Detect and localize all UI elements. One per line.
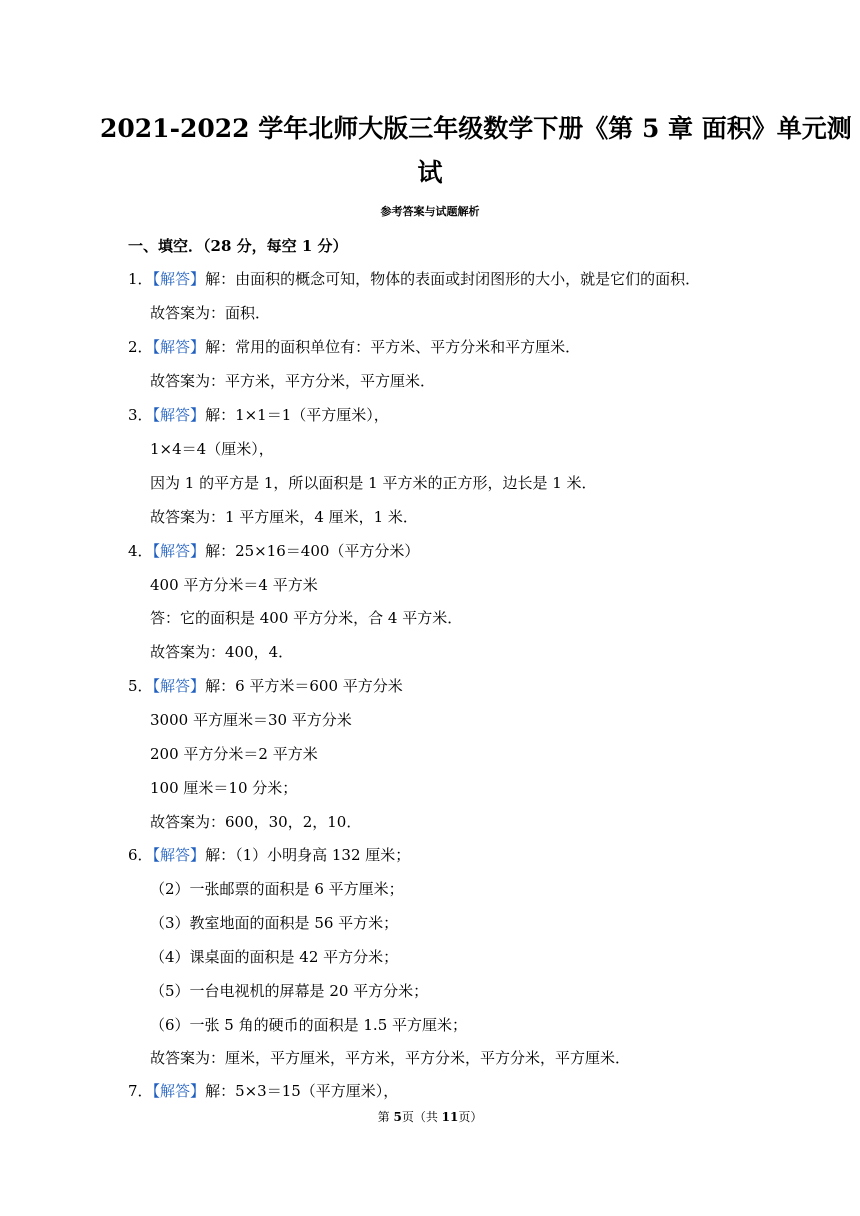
footer-suffix: 页） xyxy=(458,1110,483,1124)
question-5-line: 100 厘米＝10 分米； xyxy=(150,779,298,797)
answer-tag: 【解答】 xyxy=(152,406,206,424)
question-number: 1． xyxy=(128,270,153,288)
question-number: 7． xyxy=(128,1082,153,1100)
document-subtitle: 参考答案与试题解析 xyxy=(380,205,480,218)
question-number: 3． xyxy=(128,406,153,424)
question-text: 解：25×16＝400（平方分米） xyxy=(205,542,420,560)
question-5-first-line xyxy=(128,676,403,696)
question-6-first-line xyxy=(128,845,410,865)
question-number: 6． xyxy=(128,846,153,864)
question-5-line: 故答案为：600，30，2，10． xyxy=(150,813,362,831)
question-2-first-line xyxy=(128,337,580,357)
footer-prefix: 第 xyxy=(377,1110,394,1124)
current-page-number: 5 xyxy=(393,1110,402,1124)
question-text: 解：1×1＝1（平方厘米）， xyxy=(205,406,389,424)
question-number: 2． xyxy=(128,338,153,356)
answer-tag: 【解答】 xyxy=(152,1082,206,1100)
question-4-line: 故答案为：400，4． xyxy=(150,643,294,661)
question-6-line: （3）教室地面的面积是 56 平方米； xyxy=(150,914,399,932)
question-6-line: （6）一张 5 角的硬币的面积是 1.5 平方厘米； xyxy=(150,1016,468,1034)
question-4-line: 答：它的面积是 400 平方分米，合 4 平方米． xyxy=(150,609,463,627)
answer-tag: 【解答】 xyxy=(152,338,206,356)
question-text: 解：常用的面积单位有：平方米、平方分米和平方厘米． xyxy=(205,338,581,356)
question-5-line: 3000 平方厘米＝30 平方分米 xyxy=(150,711,352,729)
question-6-line: （5）一台电视机的屏幕是 20 平方分米； xyxy=(150,982,429,1000)
question-3-line: 1×4＝4（厘米）， xyxy=(150,440,274,458)
answer-tag: 【解答】 xyxy=(152,846,206,864)
question-6-line: （2）一张邮票的面积是 6 平方厘米； xyxy=(150,880,404,898)
question-6-line: （4）课桌面的面积是 42 平方分米； xyxy=(150,948,399,966)
question-7-first-line xyxy=(128,1081,398,1101)
answer-tag: 【解答】 xyxy=(152,542,206,560)
document-title-line-2: 试 xyxy=(417,158,443,187)
question-1-line: 故答案为：面积． xyxy=(150,304,271,322)
question-text: 解：5×3＝15（平方厘米）， xyxy=(205,1082,399,1100)
document-title-line-1: 2021-2022 学年北师大版三年级数学下册《第 5 章 面积》单元测 xyxy=(100,114,852,143)
question-5-line: 200 平方分米＝2 平方米 xyxy=(150,745,318,763)
question-3-line: 因为 1 的平方是 1，所以面积是 1 平方米的正方形，边长是 1 米． xyxy=(150,474,597,492)
question-text: 解：（1）小明身高 132 厘米； xyxy=(205,846,411,864)
question-4-first-line xyxy=(128,541,419,561)
section-heading: 一、填空．（28 分，每空 1 分） xyxy=(128,237,348,255)
question-4-line: 400 平方分米＝4 平方米 xyxy=(150,576,318,594)
answer-tag: 【解答】 xyxy=(152,270,206,288)
question-1-first-line xyxy=(128,269,700,289)
page-footer xyxy=(100,1109,760,1125)
total-page-count: 11 xyxy=(441,1110,459,1124)
question-number: 4． xyxy=(128,542,153,560)
footer-middle: 页（共 xyxy=(401,1110,442,1124)
question-2-line: 故答案为：平方米，平方分米，平方厘米． xyxy=(150,372,436,390)
question-6-line: 故答案为：厘米，平方厘米，平方米，平方分米，平方分米，平方厘米． xyxy=(150,1049,631,1067)
answer-tag: 【解答】 xyxy=(152,677,206,695)
question-text: 解：由面积的概念可知，物体的表面或封闭图形的大小，就是它们的面积． xyxy=(205,270,701,288)
question-3-first-line xyxy=(128,405,389,425)
question-number: 5． xyxy=(128,677,153,695)
question-3-line: 故答案为：1 平方厘米，4 厘米，1 米． xyxy=(150,508,418,526)
question-text: 解：6 平方米＝600 平方分米 xyxy=(205,677,403,695)
